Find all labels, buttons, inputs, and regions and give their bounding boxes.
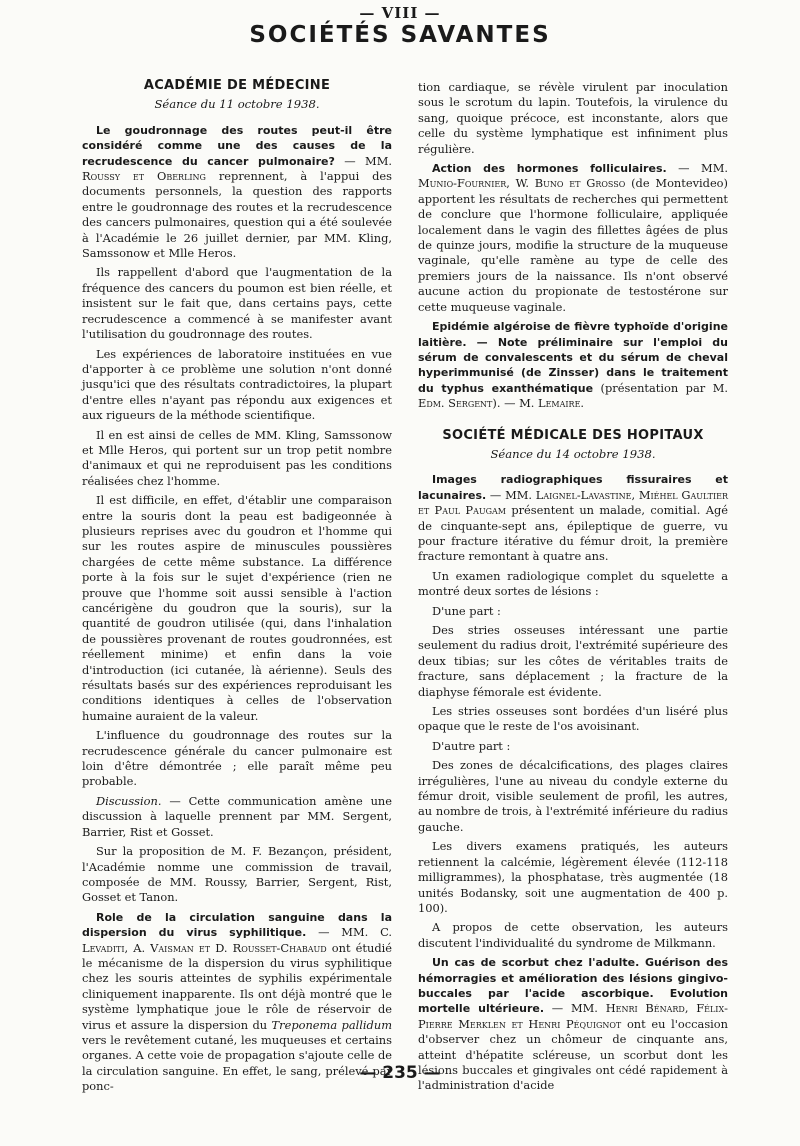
- paragraph: L'influence du goudronnage des routes sur la recrudescence générale du cancer pulmonaire est loin d'être démontrée ; elle paraît même peu probable.: [82, 728, 392, 789]
- paragraph: Des zones de décalcifications, des plages claires irrégulières, l'une au niveau du condyle externe du fémur droit, visible seulement de profil, les autres, au nombre de trois, à l'extrémité inférieure du radius gauche.: [418, 758, 728, 834]
- text-run: ont étudié le mécanisme de la dispersion du virus syphilitique chez les souris atteintes de syphilis expérimentale cliniquement inapparente. Ils ont déjà montré que le système lymphatique joue le rôle de réservoir de virus et assure la dispersion du: [82, 940, 393, 1032]
- paragraph-hormones: [418, 161, 728, 315]
- paragraph-goudronnage: [82, 123, 392, 262]
- paragraph: Les stries osseuses sont bordées d'un liséré plus opaque que le reste de l'os avoisinant.: [418, 704, 728, 734]
- paragraph-title: Role de la circulation sanguine dans la dispersion du virus syphilitique.: [82, 910, 392, 940]
- paragraph-title: Images radiographiques fissuraires et lacunaires.: [418, 473, 728, 502]
- text-run: ont eu l'occasion d'observer chez un chômeur de cinquante ans, atteint d'hépatite scléreuse, un scorbut dont les lésions buccales et gingivales ont cédé rapidement à l'administration d'acide: [418, 1016, 729, 1093]
- text-run: reprennent, à l'appui des documents personnels, la question des rapports entre le goudronnage des routes et la recrudescence des cancers pulmonaires, question qui a été soulevée à l'Académie le 26 juillet dernier, par MM. Kling, Samssonow et Mlle Heros.: [82, 169, 393, 261]
- paragraph-discussion: [82, 794, 392, 840]
- text-run: .: [580, 396, 585, 411]
- authors: Laignel-Lavastine, Miéhel Gaultier et Paul Paugam: [418, 487, 728, 518]
- paragraph-radiographiques: [418, 472, 728, 564]
- paragraph: D'une part :: [432, 603, 501, 618]
- societe-session-date: Séance du 14 octobre 1938.: [490, 446, 656, 461]
- discussion-label: Discussion.: [96, 793, 162, 808]
- species-name: Treponema pallidum: [271, 1017, 392, 1032]
- paragraph: D'autre part :: [432, 738, 511, 753]
- text-run: — MM.: [544, 1001, 606, 1016]
- right-column: [418, 80, 728, 1098]
- paragraph-title: Le goudronnage des routes peut-il être considéré comme une des causes de la recrudescence du cancer pulmonaire?: [82, 123, 392, 168]
- text-run: — MM.: [666, 161, 728, 176]
- left-column: [82, 78, 392, 1099]
- text-run: — MM.: [486, 487, 536, 502]
- authors: C. Levaditi, A. Vaisman et D. Rousset-Chabaud: [82, 925, 392, 955]
- authors: Lemaire: [538, 396, 581, 411]
- paragraph: Des stries osseuses intéressant une partie seulement du radius droit, l'extrémité supérieure des deux tibias; sur les côtes de véritables traits de fracture, sans déplacement ; la fracture de la diaphyse fémorale est évidente.: [418, 623, 728, 699]
- text-run: vers le revêtement cutané, les muqueuses et certains organes. A cette voie de propagation s'ajoute celle de la circulation sanguine. En effet, le sang, prélevé par ponc-: [82, 1032, 393, 1094]
- paragraph-title: Action des hormones folliculaires.: [432, 162, 667, 176]
- roman-page-number: — VIII —: [359, 4, 441, 22]
- authors: Edm. Sergent: [418, 396, 493, 411]
- text-run: présentent un malade, comitial. Agé de cinquante-sept ans, épileptique de guerre, vu pour fracture itérative du fémur droit, la première fracture remontant à quatre ans.: [418, 503, 728, 564]
- paragraph: Il est difficile, en effet, d'établir une comparaison entre la souris dont la peau est badigeonnée à plusieurs reprises avec du goudron et l'homme qui sur les routes aspire de minuscules poussières chargées de cette même substance. La différence porte à la fois sur le sujet d'expérience (rien ne prouve que l'homme soit aussi sensible à l'action cancérigène du goudron que la souris), sur la quantité de goudron utilisée (qui, dans l'inhalation de poussières provenant de routes goudronnées, est réellement minime) et enfin dans la voie d'introduction (ici cutanée, là aérienne). Seuls des résultats basés sur des expériences reproduisant les conditions identiques à celles de l'observation humaine auraient de la valeur.: [82, 493, 392, 723]
- paragraph-continuation: tion cardiaque, se révèle virulent par inoculation sous le scrotum du lapin. Toutefois, la virulence du sang, quoique précoce, est inconstante, alors que celle du système lymphatique est infiniment plus régulière.: [418, 80, 728, 156]
- page-number: — 235 —: [359, 1063, 441, 1083]
- paragraph: Un examen radiologique complet du squelette a montré deux sortes de lésions :: [418, 568, 728, 599]
- text-run: ). — M.: [492, 396, 539, 411]
- societe-heading: SOCIÉTÉ MÉDICALE DES HOPITAUX: [442, 427, 704, 443]
- academie-heading: ACADÉMIE DE MÉDECINE: [143, 78, 331, 93]
- authors: Henri Bénard, Félix-Pierre Merklen et Henri Péquignot: [418, 1001, 728, 1031]
- authors: Roussy et Oberling: [82, 169, 206, 184]
- text-run: — MM.: [306, 925, 381, 940]
- paragraph: Ils rappellent d'abord que l'augmentation de la fréquence des cancers du poumon est bien réelle, et insistent sur le fait que, dans certains pays, cette recrudescence a commencé à se manifester avant l'utilisation du goudronnage des routes.: [82, 265, 392, 342]
- text-run: (de Montevideo) apportent les résultats de recherches qui permettent de conclure que l'hormone folliculaire, appliquée localement dans le vagin des fillettes âgées de plus de quinze jours, modifie la structure de la muqueuse vaginale, qu'elle ramène au type de celle des premiers jours de la naissance. Ils n'ont observé aucune action du propionate de testostérone sur cette muqueuse vaginale.: [418, 176, 728, 314]
- text-run: — MM.: [334, 153, 392, 168]
- text-run: — Cette communication amène une discussion à laquelle prennent par MM. Sergent, Barrier, Rist et Gosset.: [82, 793, 392, 839]
- paragraph-title: Epidémie algéroise de fièvre typhoïde d'origine laitière. — Note préliminaire sur l'emploi du sérum de convalescents et du sérum de cheval hyperimmunisé (de Zinsser) dans le traitement du typhus exanthématique: [418, 320, 728, 395]
- paragraph: A propos de cette observation, les auteurs discutent l'individualité du syndrome de Milkmann.: [418, 920, 728, 950]
- text-run: (présentation par M.: [593, 380, 728, 395]
- authors: Munio-Fournier, W. Buno et Grosso: [418, 176, 626, 191]
- section-banner: SOCIÉTÉS SAVANTES: [249, 22, 551, 48]
- academie-session-date: Séance du 11 octobre 1938.: [154, 97, 320, 112]
- paragraph: Les divers examens pratiqués, les auteurs retiennent la calcémie, légèrement élevée (112-118 milligrammes), la phosphatase, très augmentée (18 unités Bodansky, soit une augmentation de 400 p. 100).: [418, 839, 728, 915]
- paragraph: Les expériences de laboratoire instituées en vue d'apporter à ce problème une solution n'ont donné jusqu'ici que des résultats contradictoires, la plupart d'entre elles n'ayant pas répondu aux exigences et aux rigueurs de la méthode scientifique.: [82, 346, 392, 423]
- paragraph: Il en est ainsi de celles de MM. Kling, Samssonow et Mlle Heros, qui portent sur un trop petit nombre d'animaux et qui ne reproduisent pas les conditions réalisées chez l'homme.: [82, 427, 392, 488]
- paragraph-epidemie: [418, 319, 728, 411]
- paragraph-title: Un cas de scorbut chez l'adulte. Guérison des hémorragies et amélioration des lésions gingivo-buccales par l'acide ascorbique. Evolution mortelle ultérieure.: [418, 956, 728, 1016]
- paragraph: Sur la proposition de M. F. Bezançon, président, l'Académie nomme une commission de travail, composée de MM. Roussy, Barrier, Sergent, Rist, Gosset et Tanon.: [82, 844, 392, 905]
